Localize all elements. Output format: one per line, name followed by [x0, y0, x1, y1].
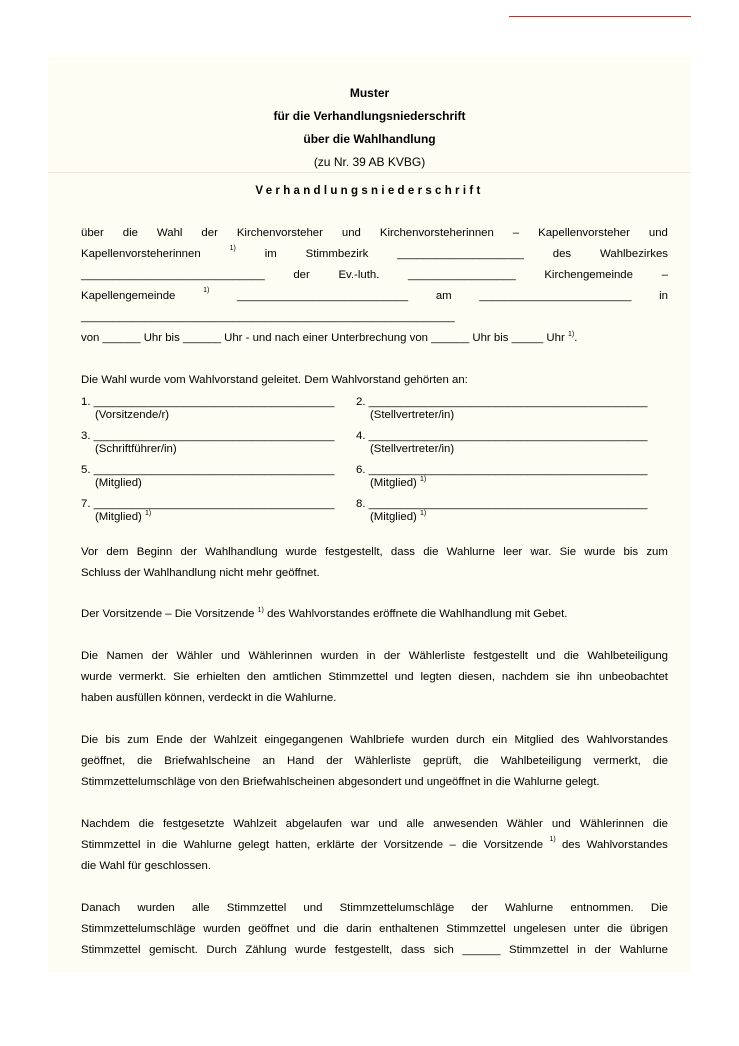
word: der — [293, 269, 310, 281]
word: Wahlurne — [619, 944, 668, 956]
word: der — [180, 546, 197, 558]
word: bis — [105, 734, 120, 746]
word: über — [81, 227, 104, 239]
word: 1) — [229, 245, 236, 252]
intro-line-4 — [81, 289, 668, 303]
word: alle — [191, 902, 210, 914]
p3-line-2 — [81, 670, 668, 684]
word: die — [462, 839, 478, 851]
member-number: 8. — [356, 498, 369, 510]
word: dass — [390, 546, 415, 558]
word: Kapellenvorsteherinnen — [81, 248, 201, 260]
member-line-8 — [356, 497, 647, 511]
footnote-marker: 1) — [145, 510, 152, 517]
word: Kirchengemeinde — [544, 269, 633, 281]
role-label: (Mitglied) — [95, 477, 142, 489]
word: erklärte — [316, 839, 355, 851]
word: hatten, — [275, 839, 311, 851]
word: Wahlurne — [504, 902, 554, 914]
p6-line-2 — [81, 922, 668, 936]
member-line-3 — [81, 429, 334, 443]
word: und — [648, 227, 668, 239]
p2-text-b: des Wahlvorstandes eröffnete die Wahlhandlung mit Gebet. — [267, 608, 568, 620]
p5-line-1 — [81, 817, 668, 831]
p3-line-1 — [81, 649, 668, 663]
word: und — [378, 818, 398, 830]
member-blank: ____________________________________________ — [368, 464, 648, 476]
member-blank: ____________________________________________ — [368, 430, 648, 442]
member-number: 4. — [356, 430, 369, 442]
p2-text-a: Der Vorsitzende – Die Vorsitzende — [81, 608, 255, 620]
doc-reference: (zu Nr. 39 AB KVBG) — [313, 155, 426, 169]
word: festgestellt, — [334, 944, 393, 956]
word: festgesetzte — [162, 818, 225, 830]
word: Wahlhandlung — [205, 546, 278, 558]
word: – — [661, 269, 668, 281]
word: des — [561, 839, 581, 851]
footnote-marker: 1) — [257, 607, 264, 614]
word: Stimmzettel — [226, 902, 287, 914]
member-role-5 — [95, 476, 142, 490]
member-role-6 — [370, 476, 426, 490]
word: dass — [400, 944, 425, 956]
p2-line-1 — [81, 607, 681, 621]
word: Ende — [156, 734, 183, 746]
role-label: (Mitglied) — [95, 511, 142, 523]
role-label: (Stellvertreter/in) — [370, 409, 455, 421]
word: und — [551, 818, 571, 830]
word: Danach — [81, 902, 121, 914]
word: Vorsitzende — [483, 839, 544, 851]
word: festgestellt — [473, 650, 528, 662]
word: Die — [81, 650, 99, 662]
word: der — [383, 650, 401, 662]
member-line-6 — [356, 463, 647, 477]
word: Vorsitzende — [383, 839, 444, 851]
word: wurde — [295, 944, 327, 956]
word: festgestellt, — [325, 546, 383, 558]
word: und — [296, 923, 316, 935]
word: der — [189, 734, 207, 746]
word: Wahlzeit — [213, 734, 258, 746]
role-label: (Mitglied) — [370, 511, 417, 523]
word: Wähler — [176, 650, 213, 662]
role-label: (Mitglied) — [370, 477, 417, 489]
word: eingegangenen — [264, 734, 343, 746]
word: vermerkt. — [118, 671, 167, 683]
word: Wahlbezirkes — [600, 248, 668, 260]
word: Stimmzettelumschläge — [81, 923, 196, 935]
member-role-2 — [370, 408, 454, 422]
word: des — [561, 734, 580, 746]
word: zum — [127, 734, 149, 746]
word: Kapellenvorsteher — [538, 227, 630, 239]
word: ungelesen — [513, 923, 566, 935]
intro-line-5: ___________________________________________________________ — [81, 311, 455, 323]
word: Hand — [287, 755, 315, 767]
word: wurde — [584, 546, 616, 558]
member-number: 2. — [356, 396, 369, 408]
footnote-marker: 1) — [420, 510, 427, 517]
word: entnommen. — [570, 902, 634, 914]
header-separator — [48, 172, 691, 173]
footnote-marker: 1) — [420, 476, 427, 483]
p6-line-1 — [81, 901, 668, 915]
word: Kirchenvorsteherinnen — [379, 227, 494, 239]
doc-subtitle: über die Wahlhandlung — [303, 132, 436, 146]
word: die — [323, 923, 339, 935]
word: darin — [346, 923, 372, 935]
word: Sie — [173, 671, 190, 683]
word: Nachdem — [81, 818, 130, 830]
word: des — [552, 248, 572, 260]
word: alle — [406, 818, 425, 830]
word: – — [512, 227, 520, 239]
word: gelegt — [238, 839, 270, 851]
member-line-2 — [356, 395, 647, 409]
word: Stimmzettel — [509, 944, 569, 956]
p4-line-1 — [81, 733, 668, 747]
word: diesen, — [458, 671, 496, 683]
word: Mitglied — [514, 734, 554, 746]
word: wurden — [137, 902, 175, 914]
p6-line-3 — [81, 943, 668, 957]
member-blank: ______________________________________ — [93, 396, 335, 408]
word: die — [161, 839, 178, 851]
p4-line-3: Stimmzettelumschläge von den Briefwahlscheinen abgesondert und ungeöffnet in die Wahlurne gelegt. — [81, 776, 600, 788]
word: Stimmbezirk — [305, 248, 369, 260]
role-label: (Stellvertreter/in) — [370, 443, 455, 455]
member-role-1 — [95, 408, 169, 422]
word: Stimmzettel — [328, 671, 388, 683]
word: ein — [491, 734, 508, 746]
word: Wahlbeteiligung — [587, 650, 668, 662]
member-blank: ____________________________________________ — [368, 498, 648, 510]
word: der — [471, 902, 488, 914]
word: wurden — [320, 650, 359, 662]
member-line-5 — [81, 463, 334, 477]
member-role-8 — [370, 510, 426, 524]
word: ______ — [462, 944, 501, 956]
word: bis — [623, 546, 639, 558]
word: Wahlurne — [183, 839, 232, 851]
word: geöffnet, — [81, 755, 126, 767]
p3-line-3: haben ausfüllen können, verdeckt in die Wahlurne. — [81, 692, 337, 704]
word: wurden — [411, 734, 449, 746]
word: und — [303, 902, 323, 914]
word: Stimmzettelumschläge — [339, 902, 455, 914]
member-blank: ____________________________________________ — [368, 396, 648, 408]
red-header-rule — [509, 16, 691, 17]
word: unbeobachtet — [598, 671, 668, 683]
word: der — [360, 839, 378, 851]
word: die — [137, 755, 153, 767]
member-line-7 — [81, 497, 334, 511]
word: 1) — [203, 287, 210, 294]
word: die — [423, 546, 439, 558]
word: Die — [650, 902, 668, 914]
p1-line-2: Schluss der Wahlhandlung nicht mehr geöffnet. — [81, 567, 320, 579]
word: abgelaufen — [285, 818, 343, 830]
member-line-1 — [81, 395, 334, 409]
word: Stimmzettel — [81, 944, 141, 956]
word: anwesenden — [433, 818, 498, 830]
member-number: 6. — [356, 464, 369, 476]
word: Wählerliste — [408, 650, 466, 662]
word: Durch — [206, 944, 237, 956]
word: die — [563, 650, 579, 662]
word: war — [351, 818, 370, 830]
member-role-4 — [370, 442, 454, 456]
word: – — [449, 839, 456, 851]
intro-line-3 — [81, 268, 668, 282]
word: geöffnet — [248, 923, 290, 935]
intro-time-line: von ______ Uhr bis ______ Uhr - und nach einer Unterbrechung von ______ Uhr bis _____ Uhr $^{1)}$. — [81, 331, 578, 344]
word: unter — [573, 923, 600, 935]
member-number: 1. — [81, 396, 94, 408]
word: Vor — [81, 546, 99, 558]
word: geprüft, — [422, 755, 462, 767]
word: der — [594, 944, 612, 956]
word: im — [264, 248, 277, 260]
word: Wahlzeit — [233, 818, 277, 830]
word: dem — [106, 546, 129, 558]
word: zum — [646, 546, 668, 558]
p5-line-2 — [81, 838, 668, 852]
word: die — [473, 755, 489, 767]
word: Kirchenvorsteher — [236, 227, 323, 239]
word: _____________________________ — [81, 269, 265, 281]
word: war. — [530, 546, 552, 558]
word: die — [607, 923, 623, 935]
member-number: 3. — [81, 430, 94, 442]
word: Wahlbeteiligung — [500, 755, 582, 767]
word: der — [326, 755, 343, 767]
member-role-3 — [95, 442, 177, 456]
word: und — [341, 227, 361, 239]
member-role-7 — [95, 510, 151, 524]
word: Zählung — [245, 944, 287, 956]
word: der — [201, 227, 218, 239]
intro-line-2 — [81, 247, 668, 261]
word: den — [246, 671, 266, 683]
word: Kapellengemeinde — [81, 290, 176, 302]
word: Beginn — [136, 546, 173, 558]
word: und — [221, 650, 241, 662]
word: legten — [420, 671, 452, 683]
word: und — [394, 671, 414, 683]
word: Wahlvorstandes — [586, 734, 668, 746]
word: Stimmzettel — [81, 839, 141, 851]
word: Ev.-luth. — [338, 269, 380, 281]
word: an — [262, 755, 276, 767]
word: ____________________ — [397, 248, 524, 260]
role-label: (Vorsitzende/r) — [95, 409, 170, 421]
member-blank: ______________________________________ — [93, 430, 335, 442]
word: die — [652, 755, 668, 767]
word: Wähler — [506, 818, 543, 830]
word: wurde — [285, 546, 317, 558]
word: wurden — [203, 923, 241, 935]
word: Wählerinnen — [248, 650, 313, 662]
word: nachdem — [501, 671, 549, 683]
word: Stimmzettel — [446, 923, 506, 935]
word: Briefwahlscheine — [164, 755, 251, 767]
word: der — [151, 650, 169, 662]
word: Sie — [559, 546, 577, 558]
word: die — [652, 818, 668, 830]
word: gemischt. — [149, 944, 198, 956]
word: sie — [555, 671, 571, 683]
p1-line-1 — [81, 545, 668, 559]
word: in — [659, 290, 668, 302]
word: Wahlurne — [446, 546, 495, 558]
word: ___________________________ — [237, 290, 409, 302]
word: enthaltenen — [379, 923, 439, 935]
p5-line-3: die Wahl für geschlossen. — [81, 860, 212, 872]
word: in — [366, 650, 376, 662]
word: am — [435, 290, 452, 302]
word: _________________ — [408, 269, 516, 281]
word: Die — [81, 734, 99, 746]
member-blank: ______________________________________ — [93, 498, 335, 510]
word: in — [146, 839, 156, 851]
word: amtlichen — [272, 671, 322, 683]
word: ihn — [576, 671, 593, 683]
word: übrigen — [629, 923, 668, 935]
word: wurde — [81, 671, 113, 683]
word: Wahl — [156, 227, 183, 239]
word: Wahlbriefe — [350, 734, 405, 746]
word: vermerkt, — [593, 755, 641, 767]
word: Wählerliste — [354, 755, 411, 767]
word: und — [536, 650, 556, 662]
board-intro: Die Wahl wurde vom Wahlvorstand geleitet. Dem Wahlvorstand gehörten an: — [81, 374, 468, 386]
doc-title: für die Verhandlungsniederschrift — [273, 109, 466, 123]
word: erhielten — [196, 671, 241, 683]
member-blank: ______________________________________ — [93, 464, 335, 476]
word: leer — [503, 546, 523, 558]
word: sich — [433, 944, 454, 956]
doc-label: Muster — [349, 86, 390, 100]
member-line-4 — [356, 429, 647, 443]
p4-line-2 — [81, 754, 668, 768]
word: durch — [456, 734, 485, 746]
intro-line-1 — [81, 226, 668, 240]
word: 1) — [549, 836, 556, 843]
member-number: 7. — [81, 498, 94, 510]
member-number: 5. — [81, 464, 94, 476]
word: Wählerinnen — [579, 818, 644, 830]
word: ________________________ — [479, 290, 632, 302]
word: die — [122, 227, 138, 239]
word: in — [577, 944, 586, 956]
role-label: (Schriftführer/in) — [95, 443, 177, 455]
word: Wahlvorstandes — [586, 839, 668, 851]
word: Namen — [106, 650, 144, 662]
section-title: Verhandlungsniederschrift — [255, 185, 484, 197]
word: die — [138, 818, 154, 830]
